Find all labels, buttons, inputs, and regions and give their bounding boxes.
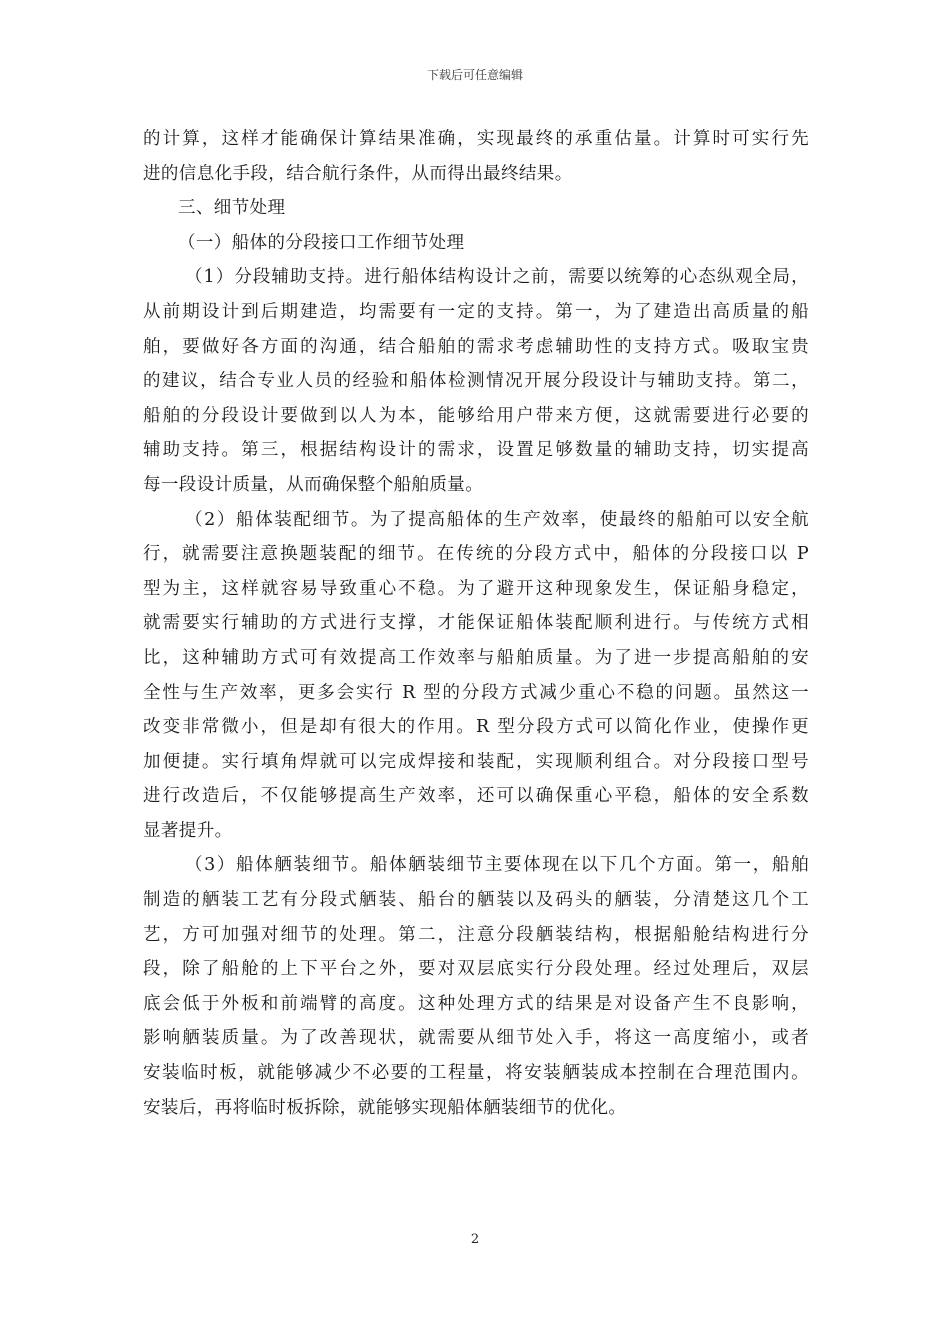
body-line: 辅助支持。第三，根据结构设计的需求，设置足够数量的辅助支持，切实提高 [143, 440, 809, 461]
document-body [143, 122, 809, 1125]
body-line: 船舶的分段设计要做到以人为本，能够给用户带来方便，这就需要进行必要的 [143, 405, 809, 426]
body-line: 从前期设计到后期建造，均需要有一定的支持。第一，为了建造出高质量的船 [143, 301, 809, 322]
body-line: （1）分段辅助支持。进行船体结构设计之前，需要以统筹的心态纵观全局， [185, 267, 809, 288]
body-line: 型为主，这样就容易导致重心不稳。为了避开这种现象发生，保证船身稳定， [143, 578, 809, 599]
body-line: 全性与生产效率，更多会实行 R 型的分段方式减少重心不稳的问题。虽然这一 [143, 682, 809, 703]
body-line: 舶，要做好各方面的沟通，结合船舶的需求考虑辅助性的支持方式。吸取宝贵 [143, 336, 809, 357]
body-line: 行，就需要注意换题装配的细节。在传统的分段方式中，船体的分段接口以 P [143, 544, 809, 565]
body-line: 每一段设计质量，从而确保整个船舶质量。 [143, 474, 484, 495]
body-line: 安装临时板，就能够减少不必要的工程量，将安装舾装成本控制在合理范围内。 [143, 1063, 809, 1084]
body-line: 安装后，再将临时板拆除，就能够实现船体舾装细节的优化。 [143, 1097, 627, 1118]
body-line: 加便捷。实行填角焊就可以完成焊接和装配，实现顺利组合。对分段接口型号 [143, 751, 809, 772]
body-line: 艺，方可加强对细节的处理。第二，注意分段舾装结构，根据船舱结构进行分 [143, 924, 809, 945]
body-line: 底会低于外板和前端臂的高度。这种处理方式的结果是对设备产生不良影响， [143, 993, 809, 1014]
body-line: 的建议，结合专业人员的经验和船体检测情况开展分段设计与辅助支持。第二， [143, 371, 809, 392]
body-line: 就需要实行辅助的方式进行支撑，才能保证船体装配顺利进行。与传统方式相 [143, 613, 809, 634]
page-header: 下载后可任意编辑 [426, 68, 523, 82]
body-line: 制造的舾装工艺有分段式舾装、船台的舾装以及码头的舾装，分清楚这几个工 [143, 890, 809, 911]
body-line: 的计算，这样才能确保计算结果准确，实现最终的承重估量。计算时可实行先 [143, 129, 809, 149]
body-line: 改变非常微小，但是却有很大的作用。R 型分段方式可以简化作业，使操作更 [143, 717, 809, 738]
body-line: （2）船体装配细节。为了提高船体的生产效率，使最终的船舶可以安全航 [185, 509, 809, 530]
page-number: 2 [470, 1232, 480, 1247]
subsection-heading: （一）船体的分段接口工作细节处理 [178, 232, 465, 253]
body-line: 显著提升。 [143, 820, 233, 841]
body-line: （3）船体舾装细节。船体舾装细节主要体现在以下几个方面。第一，船舶 [185, 855, 809, 876]
body-line: 段，除了船舱的上下平台之外，要对双层底实行分段处理。经过处理后，双层 [143, 959, 809, 980]
section-heading: 三、细节处理 [178, 198, 286, 219]
body-line: 比，这种辅助方式可有效提高工作效率与船舶质量。为了进一步提高船舶的安 [143, 647, 809, 668]
body-line: 进行改造后，不仅能够提高生产效率，还可以确保重心平稳，船体的安全系数 [143, 786, 809, 807]
body-line: 进的信息化手段，结合航行条件，从而得出最终结果。 [143, 163, 573, 184]
body-line: 影响舾装质量。为了改善现状，就需要从细节处入手，将这一高度缩小，或者 [143, 1028, 809, 1049]
